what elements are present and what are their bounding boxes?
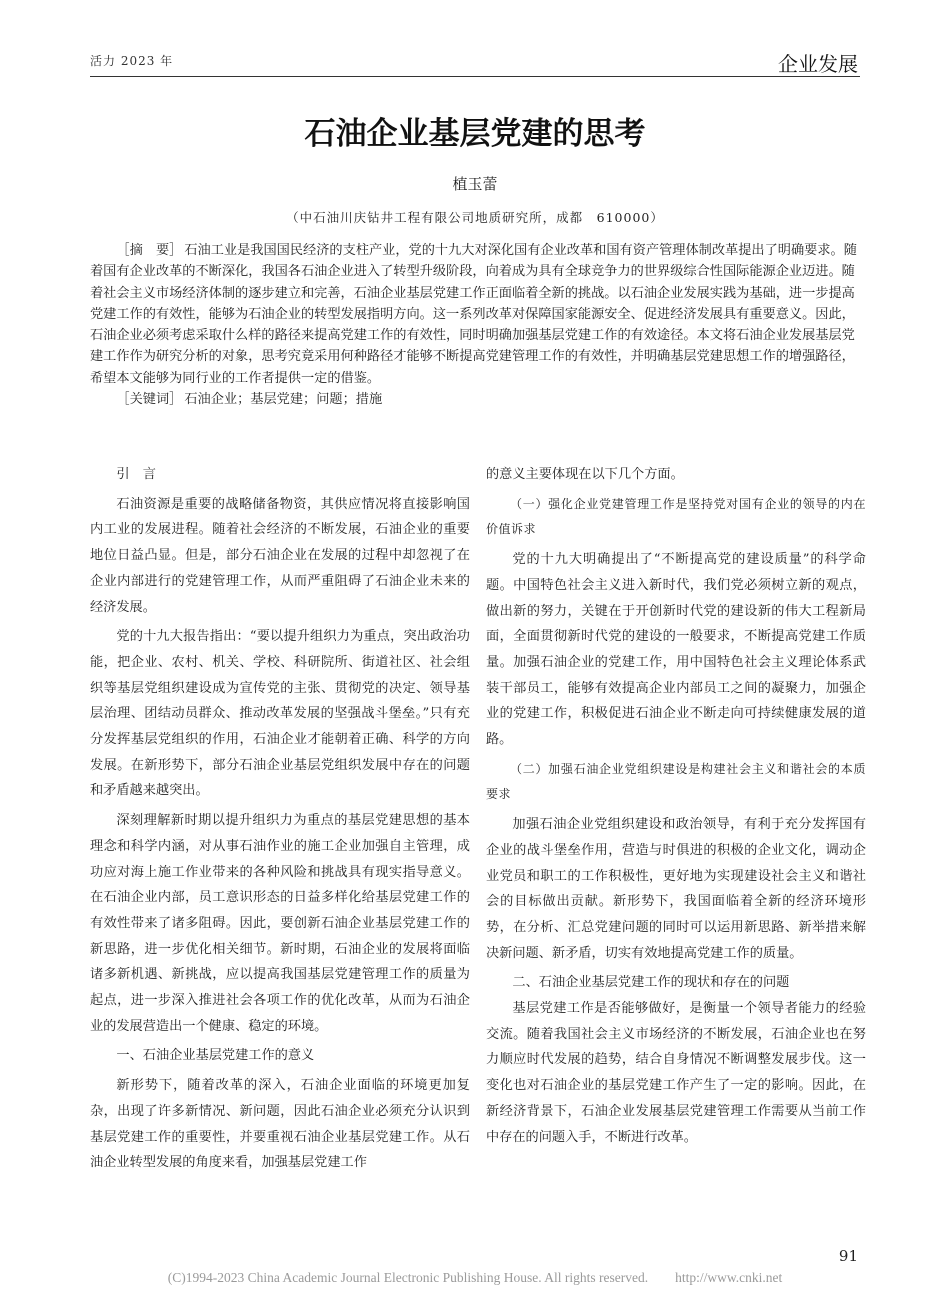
body-paragraph: 深刻理解新时期以提升组织力为重点的基层党建思想的基本理念和科学内涵，对从事石油作业的施工企业加强自主管理，成功应对海上施工作业带来的各种风险和挑战具有现实指导意义。在石油企业内部，员工意识形态的日益多样化给基层党建工作的有效性带来了诸多阻碍。因此，要创新石油企业基层党建工作的新思路，进一步优化相关细节。新时期，石油企业的发展将面临诸多新机遇、新挑战，应以提高我国基层党建管理工作的质量为起点，进一步深入推进社会各项工作的优化改革，从而为石油企业的发展营造出一个健康、稳定的环境。 (90, 813, 470, 1034)
body-paragraph: 石油资源是重要的战略储备物资，其供应情况将直接影响国内工业的发展进程。随着社会经济的不断发展，石油企业的重要地位日益凸显。但是，部分石油企业在发展的过程中却忽视了在企业内部进行的党建管理工作，从而严重阻碍了石油企业未来的经济发展。 (90, 496, 470, 615)
body-paragraph: 的意义主要体现在以下几个方面。 (486, 467, 684, 482)
body-paragraph: 基层党建工作是否能够做好，是衡量一个领导者能力的经验交流。随着我国社会主义市场经济的不断发展，石油企业也在努力顺应时代发展的趋势，结合自身情况不断调整发展步伐。这一变化也对石油企业的基层党建工作产生了一定的影响。因此，在新经济背景下，石油企业发展基层党建管理工作需要从当前工作中存在的问题入手，不断进行改革。 (486, 1001, 866, 1145)
author-affiliation: （中石油川庆钻井工程有限公司地质研究所，成都 610000） (286, 210, 664, 225)
page-number: 91 (838, 1247, 858, 1265)
keywords-text: 石油企业；基层党建；问题；措施 (184, 392, 383, 408)
body-paragraph: 党的十九大明确提出了“不断提高党的建设质量”的科学命题。中国特色社会主义进入新时代，我们党必须树立新的观点，做出新的努力，关键在于开创新时代党的建设新的伟大工程新局面，全面贯彻新时代党的建设的一般要求，不断提高党建工作质量。加强石油企业的党建工作，用中国特色社会主义理论体系武装干部员工，能够有效提高企业内部员工之间的凝聚力，加强企业的党建工作，积极促进石油企业不断走向可持续健康发展的道路。 (486, 552, 866, 748)
body-column-right (486, 462, 866, 1150)
abstract-paragraph (90, 240, 860, 389)
abstract-label: ［摘 要］ (116, 243, 183, 258)
abstract-block (90, 240, 860, 410)
subsection-heading: （二）加强石油企业党组织建设是构建社会主义和谐社会的本质要求 (486, 761, 866, 802)
intro-heading: 引 言 (116, 467, 156, 482)
keywords-paragraph (90, 389, 860, 410)
body-paragraph: 党的十九大报告指出：“要以提升组织力为重点，突出政治功能，把企业、农村、机关、学校、科研院所、街道社区、社会组织等基层党组织建设成为宣传党的主张、贯彻党的决定、领导基层治理、团结动员群众、推动改革发展的坚强战斗堡垒。”只有充分发挥基层党组织的作用，石油企业才能朝着正确、科学的方向发展。在新形势下，部分石油企业基层党组织发展中存在的问题和矛盾越来越突出。 (90, 629, 470, 799)
header-rule (90, 76, 860, 77)
author-name: 植玉蕾 (452, 175, 498, 193)
body-column-left (90, 462, 470, 1176)
article-title: 石油企业基层党建的思考 (304, 116, 646, 152)
keywords-label: ［关键词］ (116, 392, 183, 408)
section-name: 企业发展 (778, 52, 858, 76)
body-paragraph: 加强石油企业党组织建设和政治领导，有利于充分发挥国有企业的战斗堡垒作用，营造与时俱进的积极的企业文化，调动企业党员和职工的工作积极性，更好地为实现建设社会主义和谐社会的目标做出贡献。新形势下，我国面临着全新的经济环境形势，在分析、汇总党建问题的同时可以运用新思路、新举措来解决新问题、新矛盾，切实有效地提高党建工作的质量。 (486, 817, 866, 961)
body-paragraph: 新形势下，随着改革的深入，石油企业面临的环境更加复杂，出现了许多新情况、新问题，因此石油企业必须充分认识到基层党建工作的重要性，并要重视石油企业基层党建工作。从石油企业转型发展的角度来看，加强基层党建工作 (90, 1078, 470, 1171)
copyright-notice: (C)1994-2023 China Academic Journal Electronic Publishing House. All rights reserved. http://www.cnki.net (167, 1270, 783, 1285)
section-heading: 二、石油企业基层党建工作的现状和存在的问题 (512, 975, 790, 991)
abstract-text: 石油工业是我国国民经济的支柱产业，党的十九大对深化国有企业改革和国有资产管理体制改革提出了明确要求。随着国有企业改革的不断深化，我国各石油企业进入了转型升级阶段，向着成为具有全球竞争力的世界级综合性国际能源企业迈进。随着社会主义市场经济体制的逐步建立和完善，石油企业基层党建工作正面临着全新的挑战。以石油企业发展实践为基础，进一步提高党建工作的有效性，能够为石油企业的转型发展指明方向。这一系列改革对保障国家能源安全、促进经济发展具有重要意义。因此，石油企业必须考虑采取什么样的路径来提高党建工作的有效性，同时明确加强基层党建工作的有效途径。本文将石油企业发展基层党建工作作为研究分析的对象，思考究竟采用何种路径才能够不断提高党建管理工作的有效性，并明确基层党建思想工作的增强路径，希望本文能够为同行业的工作者提供一定的借鉴。 (90, 243, 857, 386)
subsection-heading: （一）强化企业党建管理工作是坚持党对国有企业的领导的内在价值诉求 (486, 496, 866, 537)
journal-name: 活力 2023 年 (90, 54, 174, 68)
section-heading: 一、石油企业基层党建工作的意义 (116, 1048, 315, 1064)
